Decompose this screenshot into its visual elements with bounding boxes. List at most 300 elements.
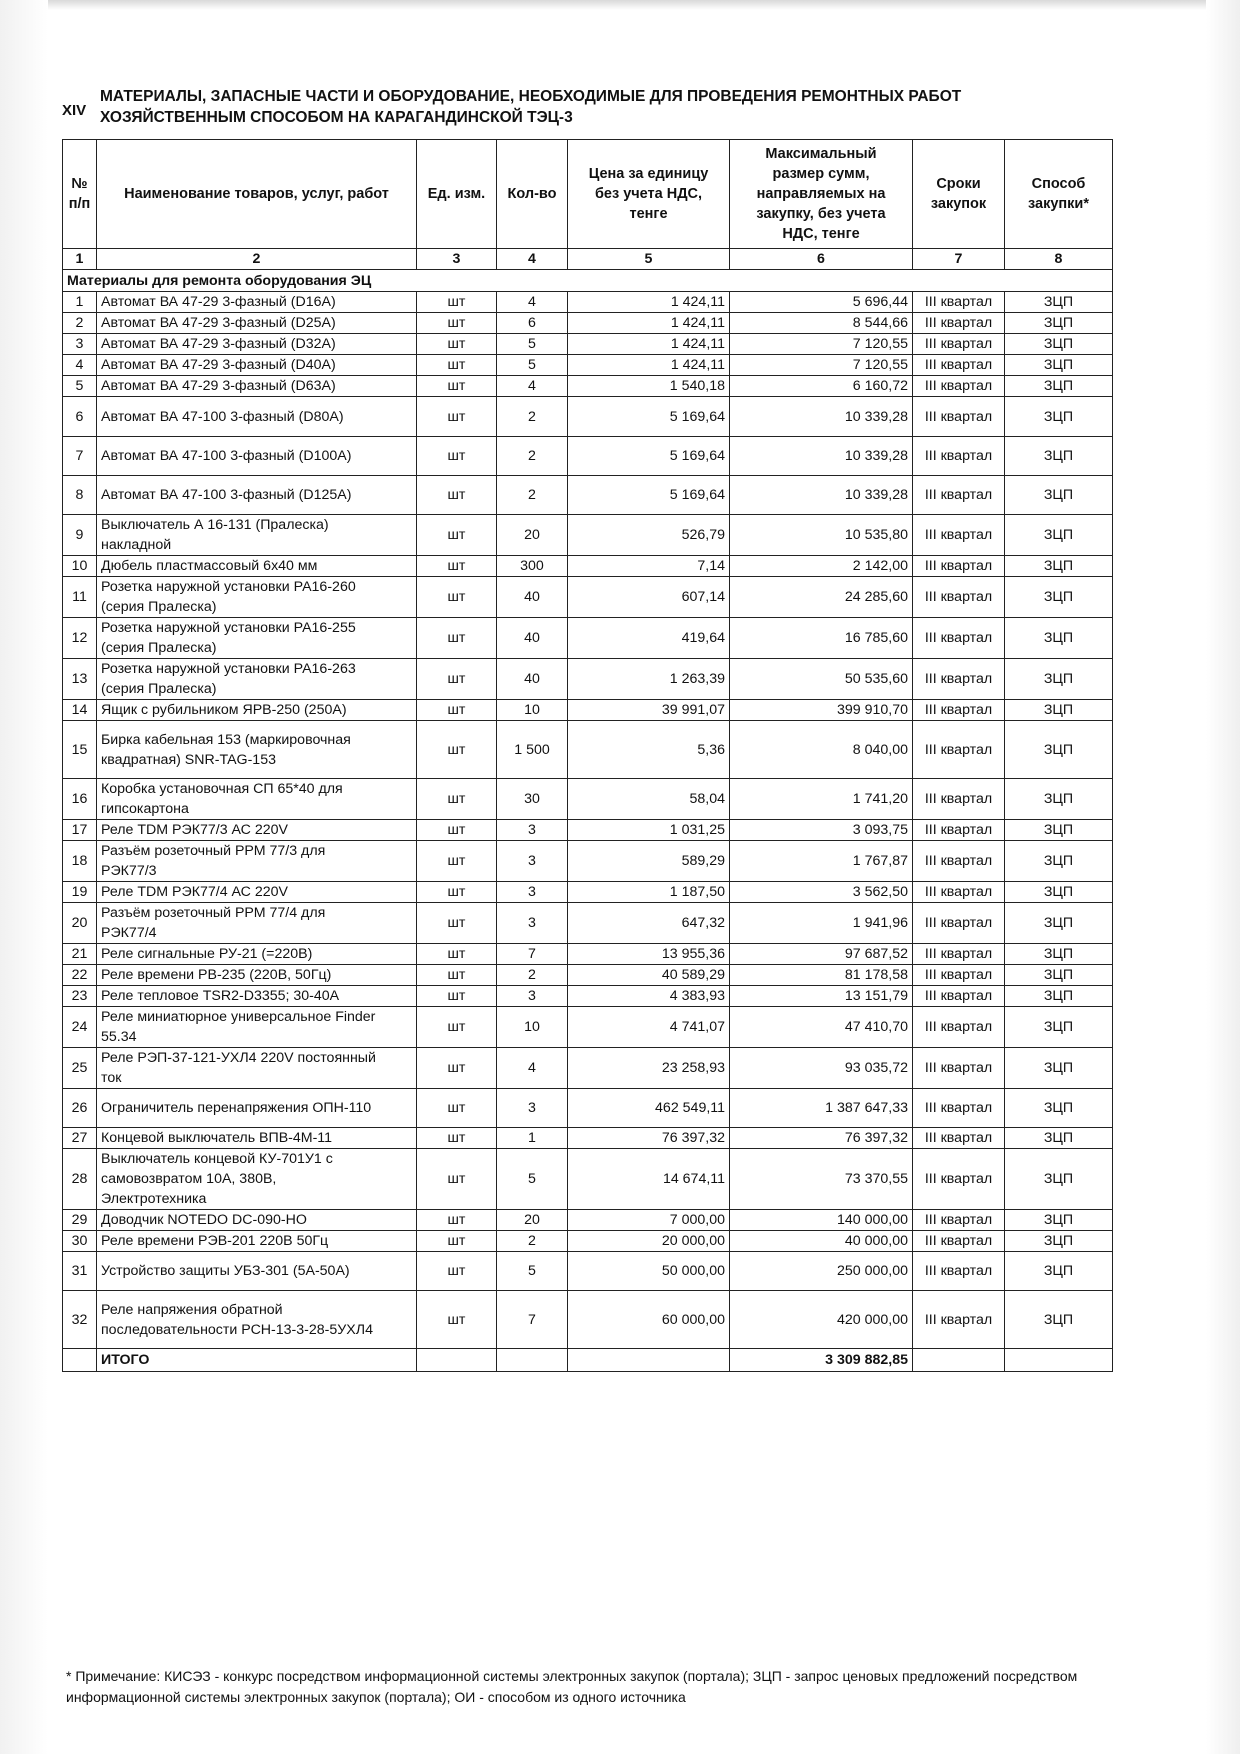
header-cell: Цена за единицу без учета НДС, тенге	[568, 140, 730, 249]
item-number: 24	[63, 1007, 97, 1048]
item-method: ЗЦП	[1005, 515, 1113, 556]
item-method: ЗЦП	[1005, 820, 1113, 841]
item-name: Коробка установочная СП 65*40 для гипсокартона	[97, 779, 417, 820]
item-unit-price: 462 549,11	[568, 1089, 730, 1128]
item-unit: шт	[417, 556, 497, 577]
item-term: III квартал	[913, 882, 1005, 903]
item-name: Автомат ВА 47-100 3-фазный (D100A)	[97, 437, 417, 476]
item-method: ЗЦП	[1005, 476, 1113, 515]
item-unit-price: 1 424,11	[568, 292, 730, 313]
item-number: 18	[63, 841, 97, 882]
item-unit-price: 39 991,07	[568, 700, 730, 721]
table-row	[63, 1089, 1113, 1128]
item-max-sum: 97 687,52	[730, 944, 913, 965]
table-row	[63, 334, 1113, 355]
item-name: Автомат ВА 47-29 3-фазный (D16A)	[97, 292, 417, 313]
scan-left-edge	[0, 0, 48, 1754]
item-unit-price: 5 169,64	[568, 437, 730, 476]
item-unit-price: 20 000,00	[568, 1231, 730, 1252]
table-row	[63, 700, 1113, 721]
item-unit-price: 23 258,93	[568, 1048, 730, 1089]
table-row	[63, 1048, 1113, 1089]
table-row	[63, 437, 1113, 476]
item-unit-price: 4 383,93	[568, 986, 730, 1007]
item-unit-price: 5 169,64	[568, 476, 730, 515]
item-term: III квартал	[913, 334, 1005, 355]
item-max-sum: 8 544,66	[730, 313, 913, 334]
item-term: III квартал	[913, 618, 1005, 659]
item-term: III квартал	[913, 313, 1005, 334]
header-row	[63, 140, 1113, 249]
column-number: 2	[97, 249, 417, 270]
item-unit: шт	[417, 397, 497, 437]
item-unit: шт	[417, 882, 497, 903]
table-row	[63, 965, 1113, 986]
table-row	[63, 944, 1113, 965]
item-unit-price: 1 031,25	[568, 820, 730, 841]
item-unit-price: 1 263,39	[568, 659, 730, 700]
item-unit: шт	[417, 292, 497, 313]
item-unit-price: 526,79	[568, 515, 730, 556]
item-quantity: 30	[497, 779, 568, 820]
header-cell: Наименование товаров, услуг, работ	[97, 140, 417, 249]
item-max-sum: 3 093,75	[730, 820, 913, 841]
item-name: Реле TDM РЭК77/4 АС 220V	[97, 882, 417, 903]
item-term: III квартал	[913, 355, 1005, 376]
table-row	[63, 1252, 1113, 1291]
item-unit-price: 1 187,50	[568, 882, 730, 903]
table-row	[63, 556, 1113, 577]
item-max-sum: 7 120,55	[730, 355, 913, 376]
item-number: 14	[63, 700, 97, 721]
column-number: 5	[568, 249, 730, 270]
item-quantity: 5	[497, 1149, 568, 1210]
item-method: ЗЦП	[1005, 986, 1113, 1007]
item-unit: шт	[417, 700, 497, 721]
item-number: 4	[63, 355, 97, 376]
total-row	[63, 1349, 1113, 1372]
item-unit: шт	[417, 1252, 497, 1291]
item-number: 9	[63, 515, 97, 556]
item-method: ЗЦП	[1005, 376, 1113, 397]
item-term: III квартал	[913, 1291, 1005, 1349]
item-term: III квартал	[913, 577, 1005, 618]
item-method: ЗЦП	[1005, 292, 1113, 313]
table-row	[63, 397, 1113, 437]
item-number: 25	[63, 1048, 97, 1089]
total-cell	[63, 1349, 97, 1372]
item-quantity: 40	[497, 577, 568, 618]
item-max-sum: 93 035,72	[730, 1048, 913, 1089]
item-name: Ограничитель перенапряжения ОПН-110	[97, 1089, 417, 1128]
item-unit-price: 647,32	[568, 903, 730, 944]
column-number: 3	[417, 249, 497, 270]
item-quantity: 10	[497, 1007, 568, 1048]
item-name: Реле TDM РЭК77/3 АС 220V	[97, 820, 417, 841]
item-number: 12	[63, 618, 97, 659]
header-cell: Ед. изм.	[417, 140, 497, 249]
item-method: ЗЦП	[1005, 659, 1113, 700]
item-number: 23	[63, 986, 97, 1007]
item-max-sum: 40 000,00	[730, 1231, 913, 1252]
item-quantity: 7	[497, 944, 568, 965]
item-name: Устройство защиты УБЗ-301 (5А-50А)	[97, 1252, 417, 1291]
group-title: Материалы для ремонта оборудования ЭЦ	[63, 270, 1113, 292]
procurement-table	[62, 139, 1113, 1372]
item-unit-price: 76 397,32	[568, 1128, 730, 1149]
item-number: 6	[63, 397, 97, 437]
header-cell: Способ закупки*	[1005, 140, 1113, 249]
item-unit: шт	[417, 1210, 497, 1231]
item-unit: шт	[417, 779, 497, 820]
item-max-sum: 1 387 647,33	[730, 1089, 913, 1128]
total-cell	[568, 1349, 730, 1372]
item-method: ЗЦП	[1005, 1007, 1113, 1048]
table-row	[63, 1210, 1113, 1231]
item-name: Автомат ВА 47-29 3-фазный (D32A)	[97, 334, 417, 355]
item-quantity: 2	[497, 476, 568, 515]
item-number: 13	[63, 659, 97, 700]
table-row	[63, 313, 1113, 334]
item-number: 29	[63, 1210, 97, 1231]
item-term: III квартал	[913, 1252, 1005, 1291]
item-term: III квартал	[913, 376, 1005, 397]
item-name: Реле сигнальные РУ-21 (=220В)	[97, 944, 417, 965]
header-cell: Максимальный размер сумм, направляемых на закупку, без учета НДС, тенге	[730, 140, 913, 249]
item-name: Ящик с рубильником ЯРВ-250 (250А)	[97, 700, 417, 721]
item-unit: шт	[417, 376, 497, 397]
item-name: Розетка наружной установки РА16-263 (серия Пралеска)	[97, 659, 417, 700]
item-method: ЗЦП	[1005, 556, 1113, 577]
item-name: Реле РЭП-37-121-УХЛ4 220V постоянный ток	[97, 1048, 417, 1089]
item-method: ЗЦП	[1005, 700, 1113, 721]
item-term: III квартал	[913, 515, 1005, 556]
item-unit: шт	[417, 313, 497, 334]
item-max-sum: 73 370,55	[730, 1149, 913, 1210]
item-number: 7	[63, 437, 97, 476]
item-max-sum: 13 151,79	[730, 986, 913, 1007]
item-method: ЗЦП	[1005, 618, 1113, 659]
item-max-sum: 10 339,28	[730, 397, 913, 437]
item-quantity: 2	[497, 1231, 568, 1252]
item-unit-price: 1 424,11	[568, 355, 730, 376]
item-max-sum: 47 410,70	[730, 1007, 913, 1048]
item-name: Автомат ВА 47-100 3-фазный (D125A)	[97, 476, 417, 515]
item-term: III квартал	[913, 944, 1005, 965]
item-name: Выключатель А 16-131 (Пралеска) накладной	[97, 515, 417, 556]
item-unit: шт	[417, 944, 497, 965]
item-quantity: 3	[497, 841, 568, 882]
total-label: ИТОГО	[97, 1349, 417, 1372]
table-row	[63, 292, 1113, 313]
item-max-sum: 1 767,87	[730, 841, 913, 882]
item-unit-price: 7,14	[568, 556, 730, 577]
item-quantity: 3	[497, 1089, 568, 1128]
item-name: Розетка наружной установки РА16-255 (серия Пралеска)	[97, 618, 417, 659]
item-name: Автомат ВА 47-29 3-фазный (D40A)	[97, 355, 417, 376]
item-name: Бирка кабельная 153 (маркировочная квадратная) SNR-TAG-153	[97, 721, 417, 779]
item-unit-price: 5 169,64	[568, 397, 730, 437]
item-unit: шт	[417, 515, 497, 556]
item-number: 10	[63, 556, 97, 577]
item-unit: шт	[417, 355, 497, 376]
scan-right-edge	[1206, 0, 1240, 1754]
item-quantity: 5	[497, 334, 568, 355]
item-term: III квартал	[913, 841, 1005, 882]
item-method: ЗЦП	[1005, 721, 1113, 779]
item-term: III квартал	[913, 820, 1005, 841]
item-number: 30	[63, 1231, 97, 1252]
item-unit: шт	[417, 841, 497, 882]
item-unit: шт	[417, 903, 497, 944]
item-unit: шт	[417, 659, 497, 700]
item-max-sum: 76 397,32	[730, 1128, 913, 1149]
item-term: III квартал	[913, 292, 1005, 313]
item-unit-price: 14 674,11	[568, 1149, 730, 1210]
item-max-sum: 250 000,00	[730, 1252, 913, 1291]
item-unit: шт	[417, 986, 497, 1007]
item-quantity: 2	[497, 397, 568, 437]
table-row	[63, 515, 1113, 556]
item-term: III квартал	[913, 476, 1005, 515]
item-term: III квартал	[913, 1231, 1005, 1252]
item-unit: шт	[417, 334, 497, 355]
item-unit: шт	[417, 820, 497, 841]
item-quantity: 20	[497, 515, 568, 556]
total-cell	[417, 1349, 497, 1372]
item-max-sum: 16 785,60	[730, 618, 913, 659]
table-row	[63, 1231, 1113, 1252]
item-quantity: 3	[497, 986, 568, 1007]
item-max-sum: 7 120,55	[730, 334, 913, 355]
section-title: МАТЕРИАЛЫ, ЗАПАСНЫЕ ЧАСТИ И ОБОРУДОВАНИЕ, НЕОБХОДИМЫЕ ДЛЯ ПРОВЕДЕНИЯ РЕМОНТНЫХ РАБОТ ХОЗЯЙСТВЕННЫМ СПОСОБОМ НА КАРАГАНДИНСКОЙ ТЭЦ-3	[100, 88, 962, 126]
item-number: 19	[63, 882, 97, 903]
item-number: 22	[63, 965, 97, 986]
item-unit: шт	[417, 721, 497, 779]
item-term: III квартал	[913, 700, 1005, 721]
item-max-sum: 140 000,00	[730, 1210, 913, 1231]
item-method: ЗЦП	[1005, 841, 1113, 882]
total-value: 3 309 882,85	[730, 1349, 913, 1372]
header-cell: Кол-во	[497, 140, 568, 249]
item-quantity: 1 500	[497, 721, 568, 779]
item-method: ЗЦП	[1005, 1149, 1113, 1210]
section-number: XIV	[62, 102, 87, 119]
item-unit: шт	[417, 1007, 497, 1048]
item-max-sum: 2 142,00	[730, 556, 913, 577]
item-name: Реле напряжения обратной последовательности РСН-13-3-28-5УХЛ4	[97, 1291, 417, 1349]
item-unit: шт	[417, 1048, 497, 1089]
column-number: 6	[730, 249, 913, 270]
item-number: 27	[63, 1128, 97, 1149]
item-name: Розетка наружной установки РА16-260 (серия Пралеска)	[97, 577, 417, 618]
table-row	[63, 1007, 1113, 1048]
table-row	[63, 577, 1113, 618]
item-name: Концевой выключатель ВПВ-4М-11	[97, 1128, 417, 1149]
item-max-sum: 50 535,60	[730, 659, 913, 700]
item-quantity: 3	[497, 820, 568, 841]
item-unit: шт	[417, 965, 497, 986]
item-term: III квартал	[913, 986, 1005, 1007]
item-number: 28	[63, 1149, 97, 1210]
item-number: 3	[63, 334, 97, 355]
item-unit-price: 40 589,29	[568, 965, 730, 986]
item-name: Реле тепловое TSR2-D3355; 30-40А	[97, 986, 417, 1007]
item-unit-price: 58,04	[568, 779, 730, 820]
total-cell	[1005, 1349, 1113, 1372]
item-unit-price: 607,14	[568, 577, 730, 618]
item-quantity: 4	[497, 1048, 568, 1089]
item-quantity: 40	[497, 659, 568, 700]
item-unit-price: 419,64	[568, 618, 730, 659]
item-term: III квартал	[913, 779, 1005, 820]
item-name: Дюбель пластмассовый 6х40 мм	[97, 556, 417, 577]
item-term: III квартал	[913, 1149, 1005, 1210]
scan-top-edge	[0, 0, 1240, 10]
total-cell	[913, 1349, 1005, 1372]
item-unit-price: 1 424,11	[568, 313, 730, 334]
group-row	[63, 270, 1113, 292]
column-number: 7	[913, 249, 1005, 270]
table-row	[63, 721, 1113, 779]
item-method: ЗЦП	[1005, 944, 1113, 965]
table-row	[63, 376, 1113, 397]
item-quantity: 5	[497, 1252, 568, 1291]
item-number: 26	[63, 1089, 97, 1128]
column-number: 4	[497, 249, 568, 270]
item-term: III квартал	[913, 659, 1005, 700]
item-method: ЗЦП	[1005, 437, 1113, 476]
item-name: Разъём розеточный РРМ 77/3 для РЭК77/3	[97, 841, 417, 882]
table-row	[63, 1149, 1113, 1210]
item-unit-price: 1 540,18	[568, 376, 730, 397]
item-max-sum: 24 285,60	[730, 577, 913, 618]
item-number: 31	[63, 1252, 97, 1291]
item-number: 20	[63, 903, 97, 944]
item-quantity: 6	[497, 313, 568, 334]
item-unit: шт	[417, 437, 497, 476]
item-term: III квартал	[913, 397, 1005, 437]
item-unit: шт	[417, 1128, 497, 1149]
table-row	[63, 779, 1113, 820]
item-method: ЗЦП	[1005, 1252, 1113, 1291]
table-row	[63, 1128, 1113, 1149]
item-max-sum: 10 339,28	[730, 437, 913, 476]
item-max-sum: 399 910,70	[730, 700, 913, 721]
item-unit-price: 7 000,00	[568, 1210, 730, 1231]
item-unit: шт	[417, 1149, 497, 1210]
item-max-sum: 5 696,44	[730, 292, 913, 313]
footnote: * Примечание: КИСЭЗ - конкурс посредством информационной системы электронных закупок (портала); ЗЦП - запрос ценовых предложений посредством информационной системы электронных закупок (портала); ОИ - способом из одного источника	[66, 1668, 1078, 1705]
item-method: ЗЦП	[1005, 1291, 1113, 1349]
item-term: III квартал	[913, 1210, 1005, 1231]
item-quantity: 1	[497, 1128, 568, 1149]
item-name: Автомат ВА 47-29 3-фазный (D25A)	[97, 313, 417, 334]
item-method: ЗЦП	[1005, 1048, 1113, 1089]
item-max-sum: 420 000,00	[730, 1291, 913, 1349]
table-row	[63, 476, 1113, 515]
item-method: ЗЦП	[1005, 1231, 1113, 1252]
item-term: III квартал	[913, 965, 1005, 986]
item-method: ЗЦП	[1005, 313, 1113, 334]
item-number: 17	[63, 820, 97, 841]
item-name: Выключатель концевой КУ-701У1 с самовозвратом 10А, 380В, Электротехника	[97, 1149, 417, 1210]
item-unit: шт	[417, 577, 497, 618]
column-number: 1	[63, 249, 97, 270]
item-method: ЗЦП	[1005, 355, 1113, 376]
item-unit-price: 589,29	[568, 841, 730, 882]
item-quantity: 5	[497, 355, 568, 376]
item-term: III квартал	[913, 1128, 1005, 1149]
item-number: 8	[63, 476, 97, 515]
item-max-sum: 10 535,80	[730, 515, 913, 556]
item-method: ЗЦП	[1005, 1089, 1113, 1128]
item-unit-price: 1 424,11	[568, 334, 730, 355]
header-cell: Сроки закупок	[913, 140, 1005, 249]
item-max-sum: 3 562,50	[730, 882, 913, 903]
item-quantity: 4	[497, 376, 568, 397]
item-max-sum: 1 941,96	[730, 903, 913, 944]
item-max-sum: 6 160,72	[730, 376, 913, 397]
item-quantity: 2	[497, 437, 568, 476]
table-row	[63, 659, 1113, 700]
item-method: ЗЦП	[1005, 882, 1113, 903]
table-row	[63, 1291, 1113, 1349]
item-quantity: 4	[497, 292, 568, 313]
item-name: Доводчик NOTEDO DC-090-HO	[97, 1210, 417, 1231]
item-name: Реле времени РВ-235 (220В, 50Гц)	[97, 965, 417, 986]
item-method: ЗЦП	[1005, 903, 1113, 944]
column-number: 8	[1005, 249, 1113, 270]
item-number: 11	[63, 577, 97, 618]
item-method: ЗЦП	[1005, 1128, 1113, 1149]
item-max-sum: 10 339,28	[730, 476, 913, 515]
item-quantity: 3	[497, 903, 568, 944]
item-quantity: 20	[497, 1210, 568, 1231]
item-number: 1	[63, 292, 97, 313]
item-number: 21	[63, 944, 97, 965]
item-quantity: 2	[497, 965, 568, 986]
item-unit-price: 5,36	[568, 721, 730, 779]
item-number: 5	[63, 376, 97, 397]
item-method: ЗЦП	[1005, 1210, 1113, 1231]
item-unit: шт	[417, 1291, 497, 1349]
item-max-sum: 81 178,58	[730, 965, 913, 986]
table-row	[63, 882, 1113, 903]
table-row	[63, 841, 1113, 882]
item-method: ЗЦП	[1005, 334, 1113, 355]
item-term: III квартал	[913, 1048, 1005, 1089]
item-term: III квартал	[913, 721, 1005, 779]
item-term: III квартал	[913, 1007, 1005, 1048]
table-row	[63, 986, 1113, 1007]
item-method: ЗЦП	[1005, 577, 1113, 618]
item-number: 32	[63, 1291, 97, 1349]
item-term: III квартал	[913, 1089, 1005, 1128]
item-quantity: 10	[497, 700, 568, 721]
item-name: Автомат ВА 47-29 3-фазный (D63A)	[97, 376, 417, 397]
item-max-sum: 8 040,00	[730, 721, 913, 779]
table-row	[63, 903, 1113, 944]
item-unit-price: 60 000,00	[568, 1291, 730, 1349]
item-name: Автомат ВА 47-100 3-фазный (D80A)	[97, 397, 417, 437]
table-row	[63, 618, 1113, 659]
item-name: Реле миниатюрное универсальное Finder 55.34	[97, 1007, 417, 1048]
item-max-sum: 1 741,20	[730, 779, 913, 820]
item-number: 16	[63, 779, 97, 820]
item-term: III квартал	[913, 437, 1005, 476]
column-number-row	[63, 249, 1113, 270]
